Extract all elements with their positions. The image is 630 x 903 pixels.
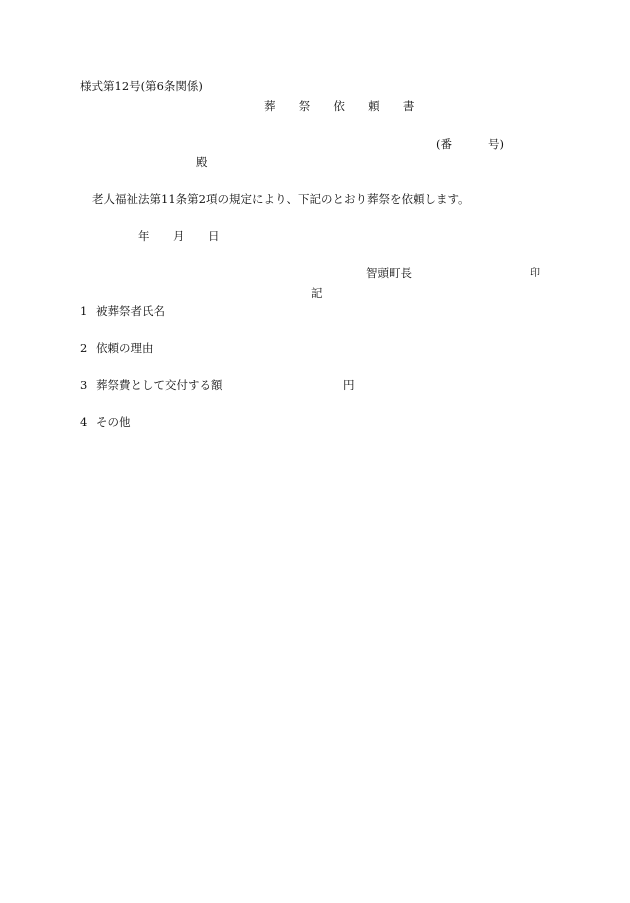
- seal-mark: 印: [530, 268, 540, 279]
- item-number: 1: [80, 304, 88, 318]
- item-label-deceased-name: 被葬祭者氏名: [96, 304, 165, 318]
- reference-number-open: (番: [436, 137, 452, 151]
- form-number: 様式第12号(第6条関係): [80, 79, 203, 93]
- body-text: 老人福祉法第11条第2項の規定により、下記のとおり葬祭を依頼します。: [92, 192, 470, 206]
- item-number: 4: [80, 415, 88, 429]
- item-number: 2: [80, 341, 88, 355]
- date-year: 年: [138, 229, 150, 243]
- item-number: 3: [80, 378, 88, 392]
- item-label-funeral-amount: 葬祭費として交付する額: [96, 378, 223, 392]
- item-label-other: その他: [96, 415, 131, 429]
- date-month: 月: [173, 229, 185, 243]
- date-day: 日: [208, 229, 220, 243]
- issuer-name: 智頭町長: [366, 266, 412, 280]
- ki-heading: 記: [311, 286, 323, 300]
- document-title: 葬 祭 依 頼 書: [264, 99, 425, 113]
- amount-unit-yen: 円: [343, 378, 355, 392]
- item-label-reason: 依頼の理由: [96, 341, 154, 355]
- addressee-suffix: 殿: [196, 155, 208, 169]
- reference-number-close: 号): [488, 137, 504, 151]
